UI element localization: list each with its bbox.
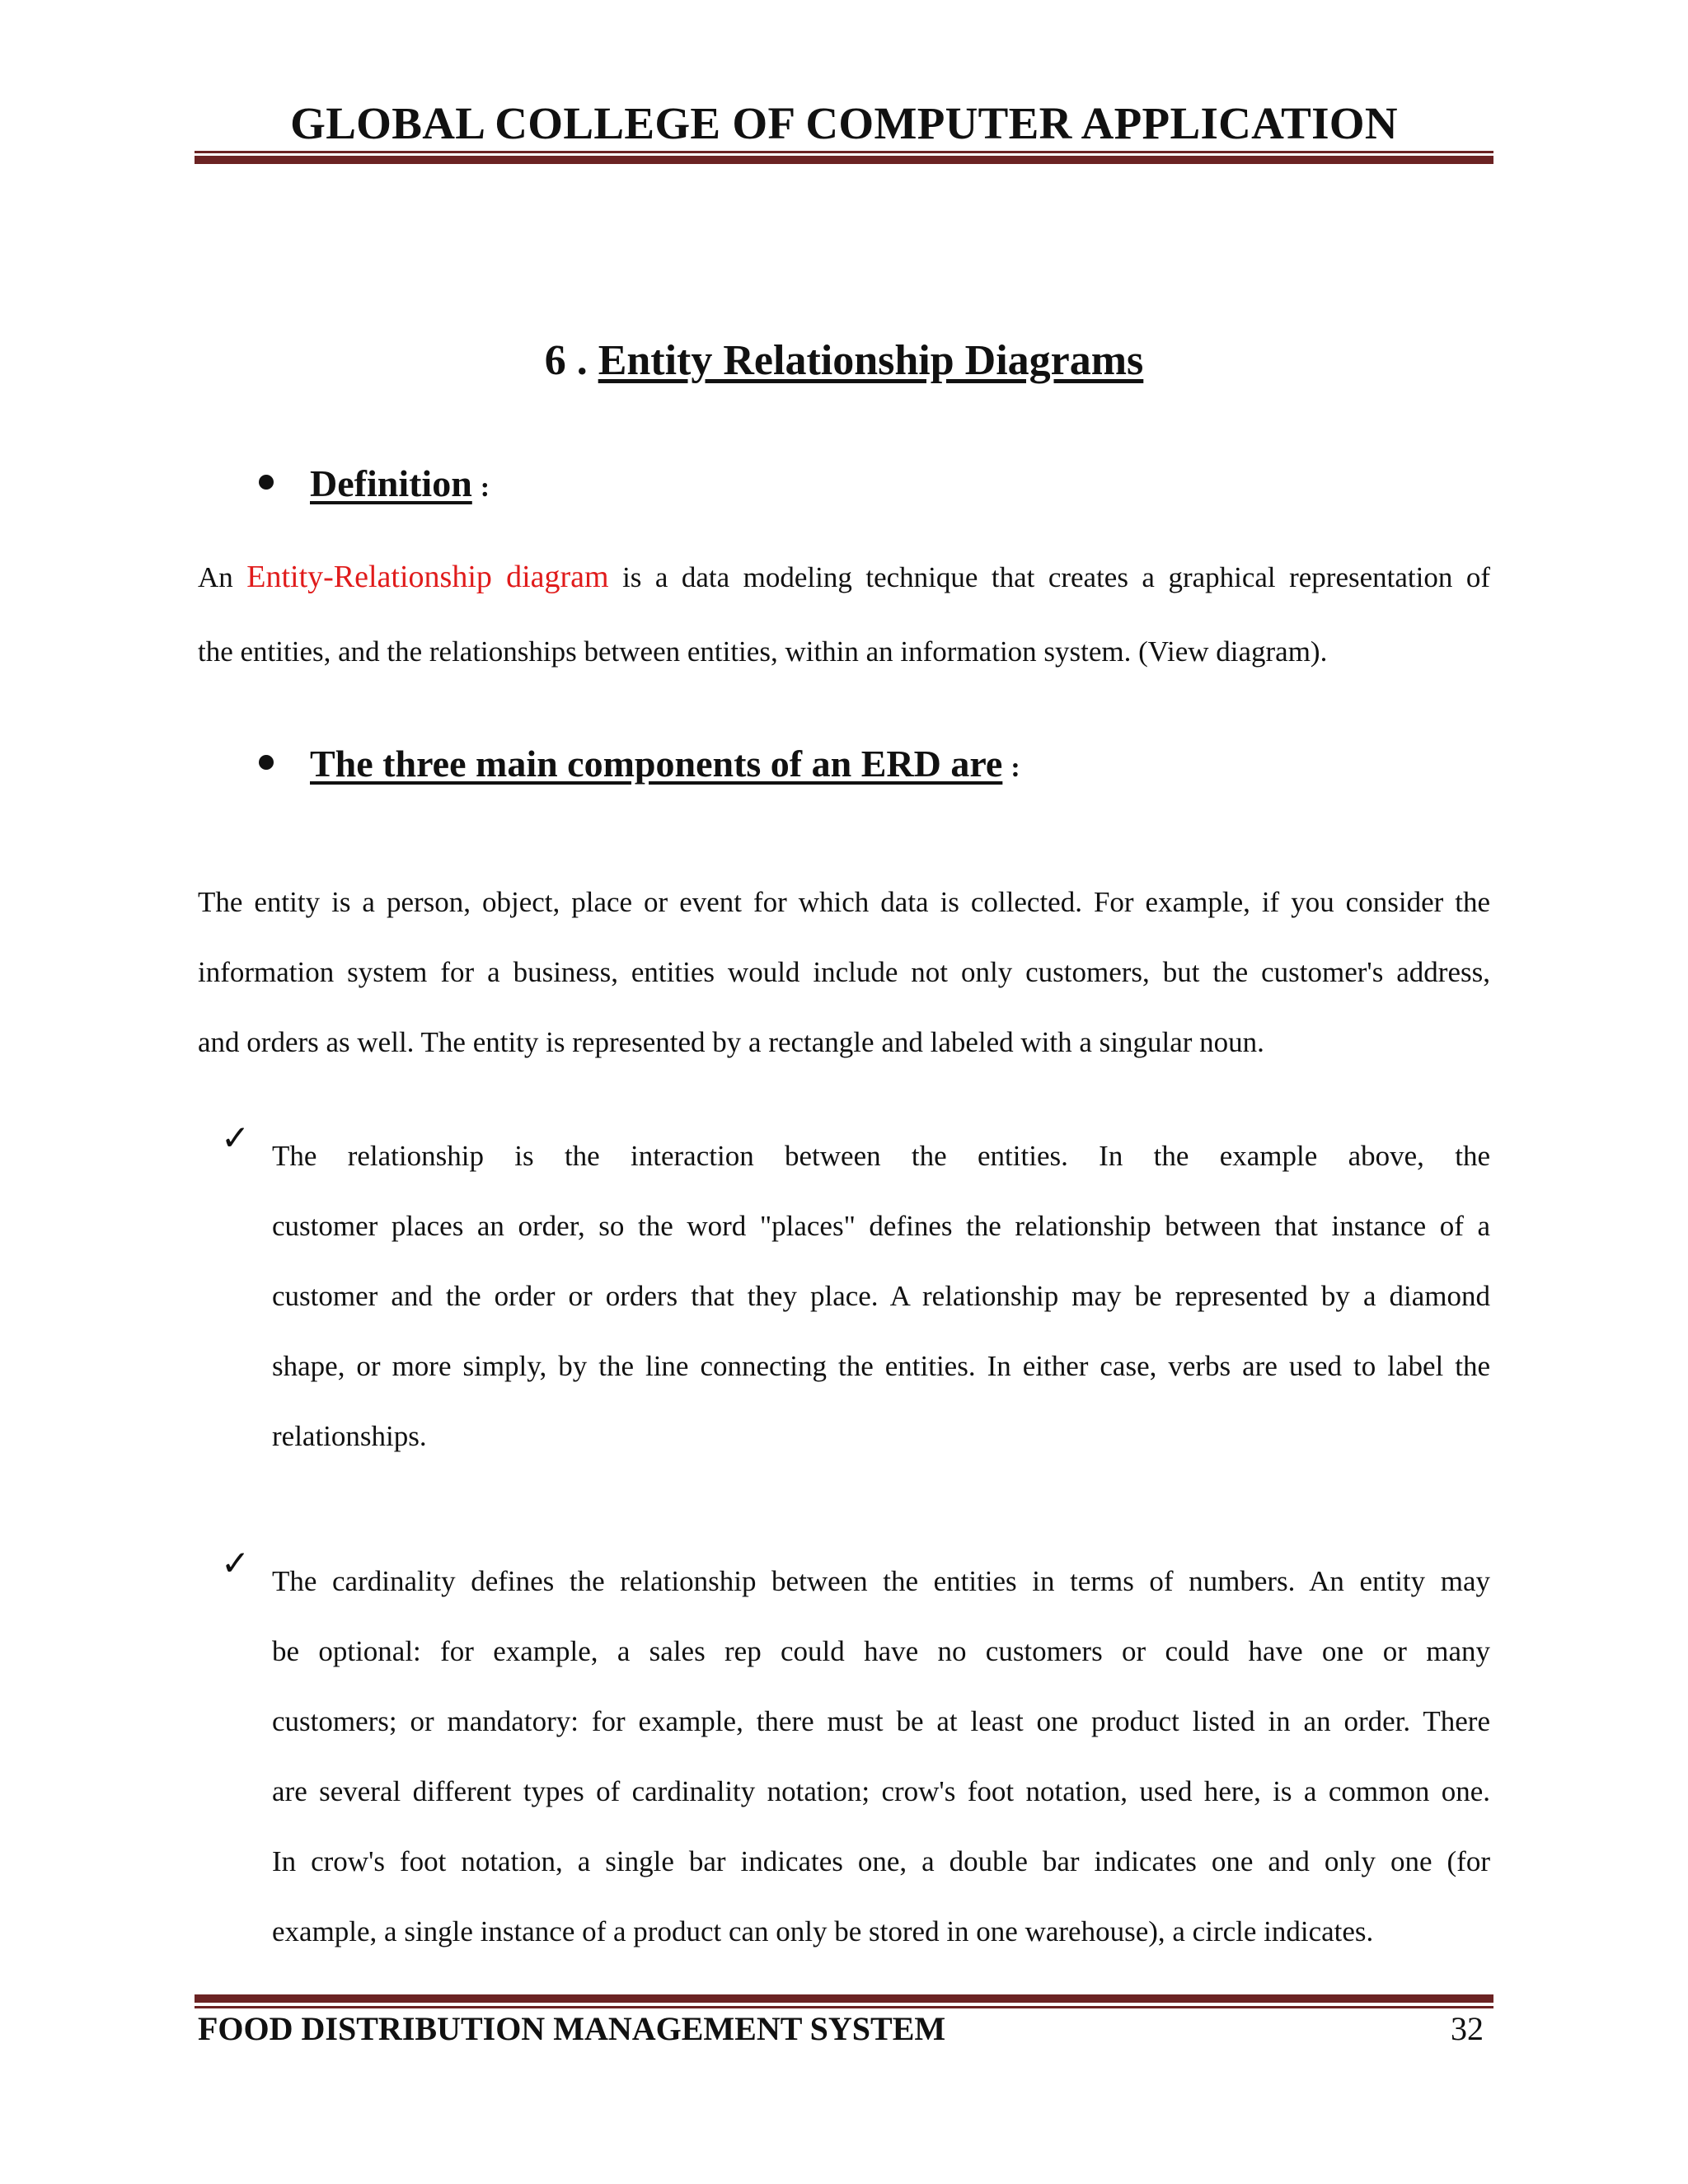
header-rule-thin bbox=[195, 151, 1493, 153]
definition-line-1 bbox=[198, 552, 1490, 602]
section-heading-components bbox=[259, 742, 1020, 785]
definition-line-2: the entities, and the relationships between entities, within an information system. (View diagram). bbox=[198, 635, 1328, 668]
page-number: 32 bbox=[1451, 2010, 1484, 2047]
footer-rule-thick bbox=[195, 1994, 1493, 2003]
check-icon: ✓ bbox=[221, 1543, 251, 1583]
chapter-title-text: Entity Relationship Diagrams bbox=[598, 337, 1144, 384]
section-heading-text: Definition bbox=[310, 462, 472, 504]
check-line: be optional: for example, a sales rep could have no customers or could have one or many bbox=[272, 1635, 1490, 1667]
check-line: are several different types of cardinality notation; crow's foot notation, used here, is a common one. bbox=[272, 1775, 1490, 1807]
bullet-icon bbox=[259, 755, 274, 770]
chapter-number: 6 . bbox=[544, 337, 588, 384]
check-line: shape, or more simply, by the line connecting the entities. In either case, verbs are used to label the bbox=[272, 1350, 1490, 1382]
check-line: relationships. bbox=[272, 1420, 427, 1452]
check-line: The relationship is the interaction between the entities. In the example above, the bbox=[272, 1140, 1490, 1172]
check-line: example, a single instance of a product can only be stored in one warehouse), a circle indicates. bbox=[272, 1915, 1374, 1947]
section-heading-text: The three main components of an ERD are bbox=[310, 743, 1003, 785]
check-line: customer and the order or orders that they place. A relationship may be represented by a diamond bbox=[272, 1280, 1490, 1312]
entity-line-1: The entity is a person, object, place or event for which data is collected. For example, if you consider the bbox=[198, 886, 1490, 918]
entity-paragraph bbox=[198, 867, 1490, 1077]
definition-line1-rest: is a data modeling technique that creates a graphical representation of bbox=[608, 561, 1490, 593]
header-rule-thick bbox=[195, 156, 1493, 164]
entity-line-3: and orders as well. The entity is represented by a rectangle and labeled with a singular noun. bbox=[198, 1026, 1264, 1058]
definition-highlight: Entity-Relationship diagram bbox=[246, 560, 609, 594]
section-heading-colon: : bbox=[1010, 752, 1020, 783]
section-heading-definition bbox=[259, 462, 490, 505]
header-title: GLOBAL COLLEGE OF COMPUTER APPLICATION bbox=[290, 98, 1398, 148]
check-line: In crow's foot notation, a single bar indicates one, a double bar indicates one and only one (for bbox=[272, 1845, 1490, 1877]
check-line: customers; or mandatory: for example, there must be at least one product listed in an order. There bbox=[272, 1705, 1490, 1737]
entity-line-2: information system for a business, entities would include not only customers, but the customer's address, bbox=[198, 956, 1490, 988]
footer-title: FOOD DISTRIBUTION MANAGEMENT SYSTEM bbox=[198, 2010, 946, 2047]
bullet-icon bbox=[259, 475, 274, 490]
check-line: customer places an order, so the word "places" defines the relationship between that instance of a bbox=[272, 1210, 1490, 1242]
footer-rule-thin bbox=[195, 2006, 1493, 2008]
check-item-body bbox=[272, 1121, 1490, 1471]
definition-paragraph bbox=[198, 552, 1490, 677]
chapter-title bbox=[195, 336, 1493, 385]
check-item-body bbox=[272, 1546, 1490, 1966]
definition-prefix: An bbox=[198, 561, 247, 593]
check-line: The cardinality defines the relationship between the entities in terms of numbers. An entity may bbox=[272, 1565, 1490, 1597]
check-icon: ✓ bbox=[221, 1118, 251, 1158]
section-heading-colon: : bbox=[480, 472, 490, 503]
